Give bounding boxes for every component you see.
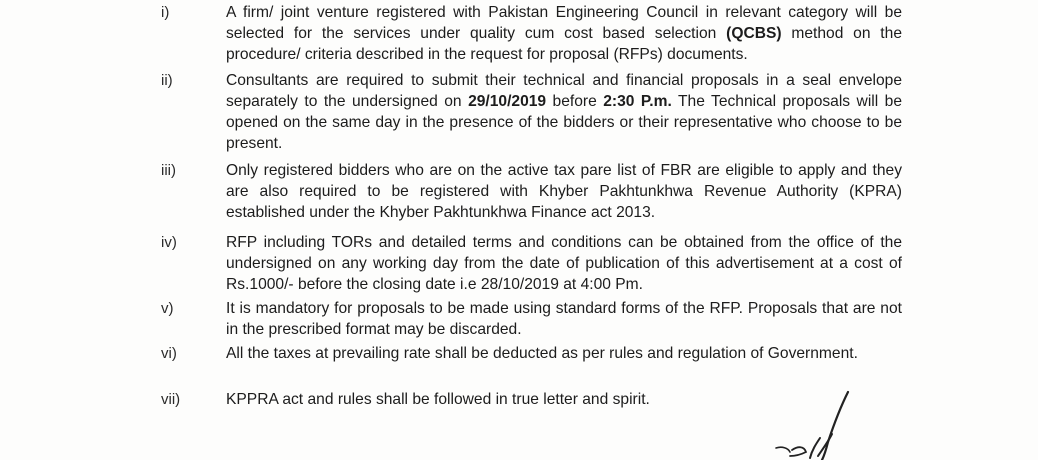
clause-text-segment: Only registered bidders who are on the active tax pare list of FBR are eligible to apply and they are also required to be registered with Khyber Pakhtunkhwa Revenue Authority (KPRA) established under the Khyber Pakhtunkhwa Finance act 2013. (226, 162, 902, 221)
clause-text-segment: It is mandatory for proposals to be made using standard forms of the RFP. Proposals that are not in the prescribed format may be discarded. (226, 300, 902, 338)
clause-text-segment: KPPRA act and rules shall be followed in true letter and spirit. (226, 391, 650, 408)
clause-text-bold: 29/10/2019 (468, 93, 547, 110)
clause-text-segment: A firm/ joint venture registered with Pakistan Engineering Council in relevant category will be selected for the services under quality cum cost based selection (226, 4, 902, 42)
clause-numeral: vii) (161, 391, 181, 408)
clause-numeral: iv) (161, 234, 177, 251)
clause-text (226, 343, 902, 364)
clause-numeral: ii) (161, 72, 173, 89)
clause-text-segment: The Technical proposals will be opened on the same day in the presence of the bidders or their representative who choose to be present. (226, 93, 903, 152)
clause-text (226, 160, 902, 223)
clause-text-segment: RFP including TORs and detailed terms and conditions can be obtained from the office of the undersigned on any working day from the date of publication of this advertisement at a cost of Rs.1000/- before the closing date i.e 28/10/2019 at 4:00 Pm. (226, 234, 902, 293)
handwritten-signature (700, 390, 900, 460)
clause-numeral: vi) (161, 345, 177, 362)
clause-numeral: v) (161, 300, 174, 317)
clause-text-segment: method on the procedure/ criteria described in the request for proposal (RFPs) documents. (226, 25, 902, 63)
clause-numeral: iii) (161, 162, 176, 179)
clause-text (226, 232, 902, 295)
clause-text-bold: (QCBS) (726, 25, 782, 42)
clause-text-segment: before (546, 93, 604, 110)
clause-text-segment: Consultants are required to submit their technical and financial proposals in a seal envelope separately to the undersigned on (226, 72, 902, 110)
clause-text (226, 298, 902, 340)
clause-text-bold: 2:30 P.m. (603, 93, 672, 110)
clause-text (226, 2, 902, 65)
clause-text (226, 70, 902, 154)
clause-numeral: i) (161, 4, 170, 21)
clause-text-segment: All the taxes at prevailing rate shall be deducted as per rules and regulation of Government. (226, 345, 858, 362)
